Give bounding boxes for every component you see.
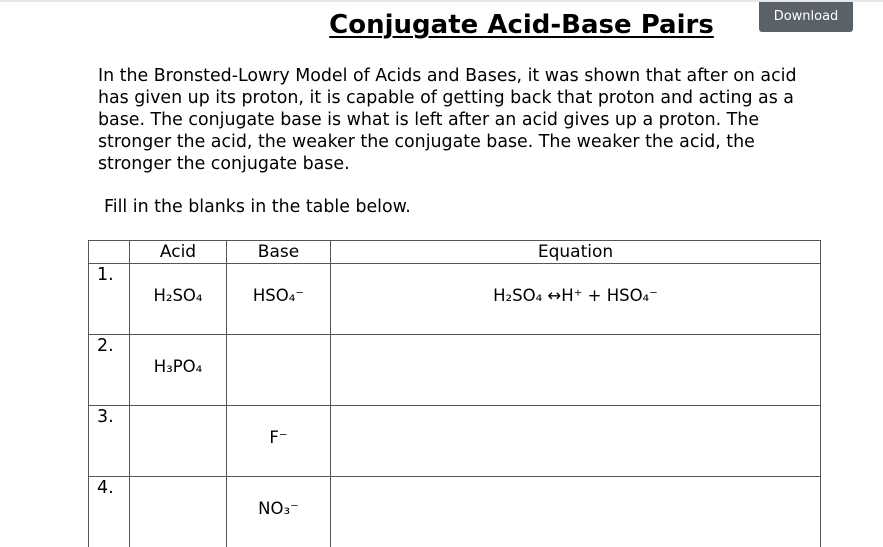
instruction-text: Fill in the blanks in the table below. — [104, 197, 411, 217]
acid-cell[interactable] — [130, 477, 227, 547]
row-number-cell — [89, 406, 130, 477]
table-header-row — [89, 241, 821, 264]
intro-paragraph: In the Bronsted-Lowry Model of Acids and Bases, it was shown that after on acid has given up its proton, it is capable of getting back that proton and acting as a base. The conjugate base is what is left after an acid gives up a proton. The stronger the acid, the weaker the conjugate base. The weaker the acid, the stronger the conjugate base. — [98, 66, 797, 174]
header-acid: Acid — [130, 241, 227, 264]
header-base: Base — [227, 241, 331, 264]
acid-cell[interactable] — [130, 335, 227, 406]
base-cell[interactable] — [227, 264, 331, 335]
acid-cell[interactable] — [130, 264, 227, 335]
row-number: 4. — [97, 478, 114, 498]
base-value: HSO₄⁻ — [252, 286, 305, 305]
header-number — [89, 241, 130, 264]
download-button[interactable]: Download — [759, 2, 853, 32]
table-row — [89, 264, 821, 335]
acid-base-table — [88, 240, 821, 547]
header-equation: Equation — [331, 241, 821, 264]
base-value: NO₃⁻ — [258, 499, 299, 518]
equation-cell[interactable] — [331, 406, 821, 477]
row-number: 1. — [97, 265, 114, 285]
page-title: Conjugate Acid-Base Pairs — [329, 10, 714, 40]
row-number-cell — [89, 264, 130, 335]
table-row — [89, 477, 821, 547]
acid-cell[interactable] — [130, 406, 227, 477]
row-number: 2. — [97, 336, 114, 356]
equation-value: H₂SO₄ ↔H⁺ + HSO₄⁻ — [493, 286, 658, 305]
row-number-cell — [89, 335, 130, 406]
equation-cell[interactable] — [331, 264, 821, 335]
acid-value: H₃PO₄ — [153, 357, 203, 376]
equation-cell[interactable] — [331, 477, 821, 547]
base-cell[interactable] — [227, 477, 331, 547]
table-row — [89, 335, 821, 406]
base-cell[interactable] — [227, 406, 331, 477]
equation-cell[interactable] — [331, 335, 821, 406]
table-row — [89, 406, 821, 477]
acid-value: H₂SO₄ — [153, 286, 203, 305]
row-number-cell — [89, 477, 130, 547]
base-cell[interactable] — [227, 335, 331, 406]
base-value: F⁻ — [269, 428, 288, 447]
row-number: 3. — [97, 407, 114, 427]
